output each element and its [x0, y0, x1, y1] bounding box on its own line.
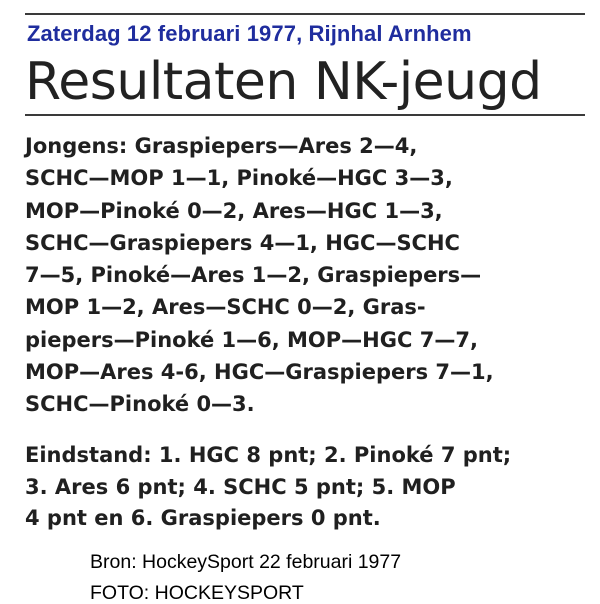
results-line: SCHC—Graspiepers 4—1, HGC—SCHC	[25, 230, 460, 255]
headline: Resultaten NK-jeugd	[25, 52, 542, 112]
results-line: SCHC—Pinoké 0—3.	[25, 392, 255, 417]
standings-line: 4 pnt en 6. Graspiepers 0 pnt.	[25, 506, 381, 530]
results-line: piepers—Pinoké 1—6, MOP—HGC 7—7,	[25, 327, 478, 352]
results-line: MOP—Pinoké 0—2, Ares—HGC 1—3,	[25, 198, 443, 223]
standings-line: Eindstand: 1. HGC 8 pnt; 2. Pinoké 7 pnt;	[25, 443, 512, 467]
cut-off-caption-text: FOTO: HOCKEYSPORT	[90, 582, 304, 604]
source-caption: Bron: HockeySport 22 februari 1977	[90, 551, 402, 573]
results-line: MOP—Ares 4-6, HGC—Graspiepers 7—1,	[25, 360, 494, 385]
top-divider	[25, 13, 585, 15]
results-line: MOP 1—2, Ares—SCHC 0—2, Gras-	[25, 295, 426, 320]
standings-line: 3. Ares 6 pnt; 4. SCHC 5 pnt; 5. MOP	[25, 474, 456, 499]
cut-off-caption	[90, 582, 305, 604]
date-location-caption: Zaterdag 12 februari 1977, Rijnhal Arnhem	[27, 21, 472, 46]
headline-underline	[25, 114, 585, 116]
results-line: Jongens: Graspiepers—Ares 2—4,	[25, 134, 418, 158]
final-standings-paragraph	[25, 440, 585, 535]
results-line: SCHC—MOP 1—1, Pinoké—HGC 3—3,	[25, 166, 453, 191]
results-paragraph	[25, 130, 585, 421]
results-line: 7—5, Pinoké—Ares 1—2, Graspiepers—	[25, 263, 482, 288]
